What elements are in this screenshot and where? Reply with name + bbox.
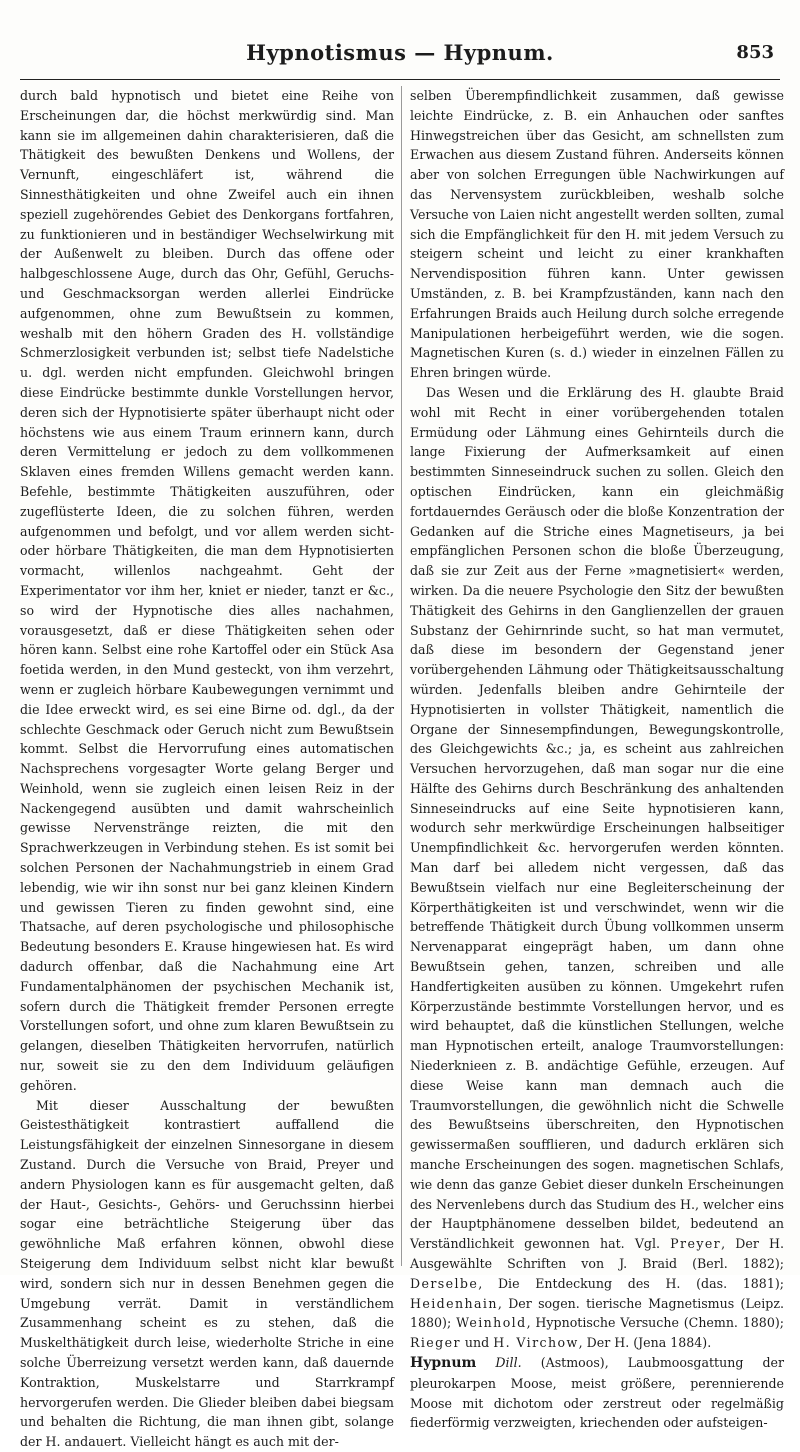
page-header	[20, 40, 780, 74]
ref-author-rieger: Rieger	[410, 1335, 461, 1351]
ref-author-weinhold: Weinhold	[456, 1315, 527, 1331]
ref-text-4: , Hypnotische Versuche (Chemn. 1880);	[526, 1315, 784, 1331]
ref-author-virchow: H. Virchow	[493, 1335, 579, 1351]
entry-lemma: Hypnum	[410, 1355, 477, 1371]
header-rule	[20, 79, 780, 80]
entry-text: (Astmoos), Laubmoosgattung der pleurokarpen Moose, meist größere, perennierende Moose mit dichotom oder zerstreut oder regelmäßig fiederförmig verzweigten, kriechenden oder aufsteigen-	[410, 1355, 784, 1431]
right-paragraph-2	[410, 383, 784, 1353]
column-divider	[401, 86, 402, 1266]
page-number: 853	[736, 42, 774, 63]
ref-connector: und	[460, 1335, 494, 1351]
ref-author-heidenhain: Heidenhain	[410, 1295, 498, 1311]
ref-text-2: , Die Entdeckung des H. (das. 1881);	[478, 1275, 784, 1291]
left-paragraph-2: Mit dieser Ausschaltung der bewußten Geistesthätigkeit kontrastiert auffallend die Leistungsfähigkeit der einzelnen Sinnesorgane in diesem Zustand. Durch die Versuche von Braid, Preyer und andern Physiologen kann es für ausgemacht gelten, daß der Haut-, Gesichts-, Gehörs- und Geruchssinn hierbei sogar eine beträchtliche Steigerung über das gewöhnliche Maß erfahren können, obwohl diese Steigerung dem Individuum selbst nicht klar bewußt wird, sondern sich nur in dessen Benehmen gegen die Umgebung verrät. Damit in verständlichem Zusammenhang scheint es zu stehen, daß die Muskelthätigkeit durch leise, wiederholte Striche in eine solche Überreizung versetzt werden kann, daß dauernde Kontraktion, Muskelstarre und Starrkrampf hervorgerufen werden. Die Glieder bleiben dabei biegsam und behalten die Richtung, die man ihnen gibt, solange der H. andauert. Vielleicht hängt es auch mit der-	[20, 1097, 394, 1450]
entry-authority: Dill.	[495, 1355, 522, 1370]
left-paragraph-1: durch bald hypnotisch und bietet eine Reihe von Erscheinungen dar, die höchst merkwürdig sind. Man kann sie im allgemeinen dahin charakterisieren, daß die Thätigkeit des bewußten Denkens und Wollens, der Vernunft, eingeschläfert ist, während die Sinnesthätigkeiten und ohne Zweifel auch ein ihnen speziell zugehörendes Gebiet des Denkorgans fortfahren, zu funktionieren und in beständiger Wechselwirkung mit der Außenwelt zu bleiben. Durch das offene oder halbgeschlossene Auge, durch das Ohr, Gefühl, Geruchs- und Geschmacksorgan werden allerlei Eindrücke aufgenommen, ohne zum Bewußtsein zu kommen, weshalb mit den höhern Graden des H. vollständige Schmerzlosigkeit verbunden ist; selbst tiefe Nadelstiche u. dgl. werden nicht empfunden. Gleichwohl bringen diese Eindrücke bestimmte dunkle Vorstellungen hervor, deren sich der Hypnotisierte später überhaupt nicht oder höchstens wie aus einem Traum erinnern kann, durch deren Vermittelung er jedoch zu dem vollkommenen Sklaven eines fremden Willens gemacht werden kann. Befehle, bestimmte Thätigkeiten auszuführen, oder zugeflüsterte Ideen, die zu solchen führen, werden aufgenommen und befolgt, und vor allem werden sicht- oder hörbare Thätigkeiten, die man dem Hypnotisierten vormacht, willenlos nachgeahmt. Geht der Experimentator vor ihm her, kniet er nieder, tanzt er &c., so wird der Hypnotische dies alles nachahmen, vorausgesetzt, daß er diese Thätigkeiten sehen oder hören kann. Selbst eine rohe Kartoffel oder ein Stück Asa foetida werden, in den Mund gesteckt, von ihm verzehrt, wenn er zugleich hörbare Kaubewegungen vernimmt und die Idee erweckt wird, es sei eine Birne od. dgl., da der schlechte Geschmack oder Geruch nicht zum Bewußtsein kommt. Selbst die Hervorrufung eines automatischen Nachsprechens vorgesagter Worte gelang Berger und Weinhold, wenn sie zugleich einen leisen Reiz in der Nackengegend ausübten und damit wahrscheinlich gewisse Nervenstränge reizten, die mit den Sprachwerkzeugen in Verbindung stehen. Es ist somit bei solchen Personen der Nachahmungstrieb in einem Grad lebendig, wie wir ihn sonst nur bei ganz kleinen Kindern und gewissen Tieren zu finden gewohnt sind, eine Thatsache, auf deren psychologische und philosophische Bedeutung besonders E. Krause hingewiesen hat. Es wird dadurch offenbar, daß die Nachahmung eine Art Fundamentalphänomen der psychischen Mechanik ist, sofern durch die Thätigkeit fremder Personen erregte Vorstellungen sofort, und ohne zum klaren Bewußtsein zu gelangen, dieselben Thätigkeiten hervorrufen, natürlich nur, soweit sie zu den dem Individuum geläufigen gehören.	[20, 88, 394, 1093]
paragraph-body: Das Wesen und die Erklärung des H. glaubte Braid wohl mit Recht in einer vorübergehenden totalen Ermüdung oder Lähmung eines Gehirnteils durch die lange Fixierung der Aufmerksamkeit auf einen bestimmten Sinneseindruck suchen zu sollen. Gleich den optischen Eindrücken, kann ein gleichmäßig fortdauerndes Geräusch oder die bloße Konzentration der Gedanken auf die Striche eines Magnetiseurs, ja bei empfänglichen Personen schon die bloße Überzeugung, daß sie zur Zeit aus der Ferne »magnetisiert« werden, wirken. Da die neuere Psychologie den Sitz der bewußten Thätigkeit des Gehirns in den Ganglienzellen der grauen Substanz der Gehirnrinde sucht, so hat man vermutet, daß diese im besondern der Gegenstand jener vorübergehenden Lähmung oder Thätigkeitsausschaltung würden. Jedenfalls bleiben andre Gehirnteile der Hypnotisierten in vollster Thätigkeit, namentlich die Organe der Sinnesempfindungen, Bewegungskontrolle, des Gleichgewichts &c.; ja, es scheint aus zahlreichen Versuchen hervorzugehen, daß man sogar nur die eine Hälfte des Gehirns durch Beschränkung des anhaltenden Sinneseindrucks auf eine Seite hypnotisieren kann, wodurch sehr merkwürdige Erscheinungen halbseitiger Unempfindlichkeit &c. hervorgerufen werden könnten. Man darf bei alledem nicht vergessen, daß das Bewußtsein vielfach nur eine Begleiterscheinung der Körperthätigkeiten ist und verschwindet, wenn wir die betreffende Thätigkeit durch Übung vollkommen unserm Nervenapparat eingeprägt haben, um dann ohne Bewußtsein gehen, tanzen, schreiben und alle Handfertigkeiten ausüben zu können. Umgekehrt rufen Körperzustände bestimmte Vorstellungen hervor, und es wird behauptet, daß die künstlichen Stellungen, welche man Hypnotischen erteilt, analoge Traumvorstellungen: Niederknieen z. B. andächtige Gefühle, erzeugen. Auf diese Weise kann man demnach auch die Traumvorstellungen, die gewöhnlich nicht die Schwelle des Bewußtseins überschreiten, den Hypnotischen gewissermaßen soufflieren, und dadurch erklären sich manche Erscheinungen des sogen. magnetischen Schlafs, wie denn das ganze Gebiet dieser dunkeln Erscheinungen des Nervenlebens durch das Studium des H., welcher eins der Hauptphänomene desselben bildet, bedeutend an Verständlichkeit gewonnen hat.	[410, 384, 784, 1252]
entry-hypnum	[410, 1353, 784, 1433]
right-paragraph-1: selben Überempfindlichkeit zusammen, daß gewisse leichte Eindrücke, z. B. ein Anhauchen oder sanftes Hinwegstreichen über das Gesicht, am schnellsten zum Erwachen aus diesem Zustand führen. Anderseits können aber von solchen Erregungen üble Nachwirkungen auf das Nervensystem zurückbleiben, weshalb solche Versuche von Laien nicht angestellt werden sollten, zumal sich die Empfänglichkeit für den H. mit jedem Versuch zu steigern scheint und leicht zu einer krankhaften Nervendisposition führen kann. Unter gewissen Umständen, z. B. bei Krampfzuständen, kann nach den Erfahrungen Braids auch Heilung durch solche erregende Manipulationen herbeigeführt werden, wie die sogen. Magnetischen Kuren (s. d.) wieder in einzelnen Fällen zu Ehren bringen würde.	[410, 88, 784, 381]
ref-text-3: , Der sogen. tierische Magnetismus (Leipz. 1880);	[410, 1295, 784, 1331]
running-title: Hypnotismus — Hypnum.	[246, 40, 554, 65]
references-intro: Vgl.	[634, 1236, 661, 1252]
ref-text-1: , Der H. Ausgewählte Schriften von J. Braid (Berl. 1882);	[410, 1236, 784, 1272]
right-column	[410, 86, 784, 1431]
ref-author-derselbe: Derselbe	[410, 1275, 479, 1291]
ref-text-6: , Der H. (Jena 1884).	[578, 1335, 712, 1351]
ref-author-preyer: Preyer	[670, 1236, 722, 1252]
left-column	[20, 86, 394, 1450]
